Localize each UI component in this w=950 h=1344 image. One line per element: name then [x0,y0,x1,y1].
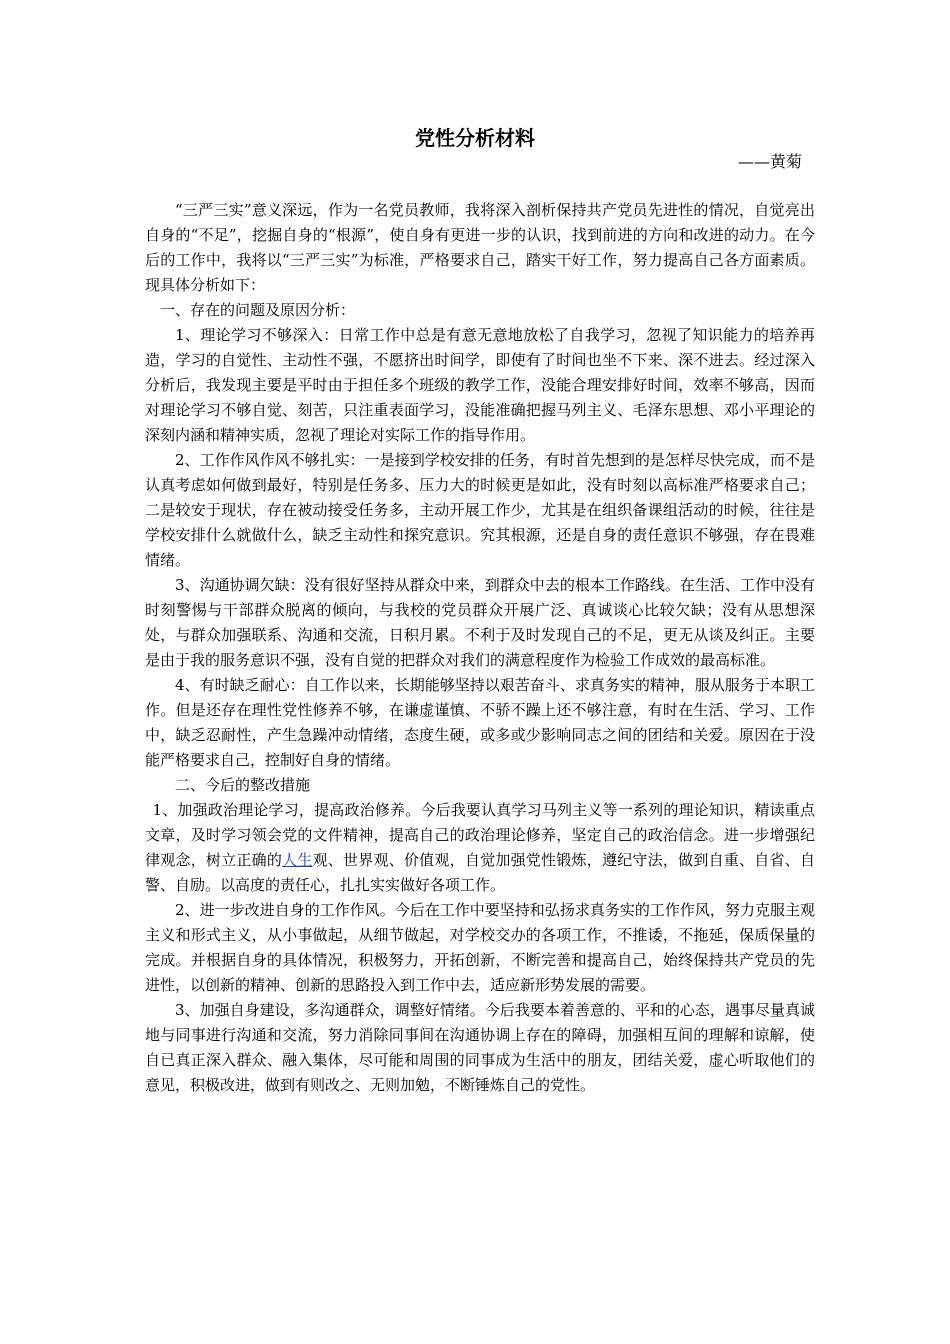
life-link[interactable]: 人生 [282,851,313,869]
measure-1-text-after: 观、世界观、价值观，自觉加强党性锻炼，遵纪守法，做到自重、自省、自警、自励。以高度的责任心，扎扎实实做好各项工作。 [145,851,815,894]
measure-1-text-before: 1、加强政治理论学习，提高政治修养。今后我要认真学习马列主义等一系列的理论知识，精读重点文章，及时学习领会党的文件精神，提高自己的政治理论修养，坚定自己的政治信念。进一步增强纪律观念，树立正确的 [145,801,815,869]
author-signature: ——黄菊 [737,152,802,171]
document-body [145,198,815,1098]
intro-paragraph: “三严三实”意义深远，作为一名党员教师，我将深入剖析保持共产党员先进性的情况，自觉亮出自身的“不足”，挖掘自身的“根源”，使自身有更进一步的认识，找到前进的方向和改进的动力。在今后的工作中，我将以“三严三实”为标准，严格要求自己，踏实干好工作，努力提高自己各方面素质。现具体分析如下： [145,201,815,294]
problem-paragraph-1: 1、理论学习不够深入：日常工作中总是有意无意地放松了自我学习，忽视了知识能力的培养再造，学习的自觉性、主动性不强，不愿挤出时间学，即使有了时间也坐不下来、深不进去。经过深入分析后，我发现主要是平时由于担任多个班级的教学工作，没能合理安排好时间，效率不够高，因而对理论学习不够自觉、刻苦，只注重表面学习，没能准确把握马列主义、毛泽东思想、邓小平理论的深刻内涵和精神实质，忽视了理论对实际工作的指导作用。 [145,326,815,444]
problem-paragraph-2: 2、工作作风作风不够扎实：一是接到学校安排的任务，有时首先想到的是怎样尽快完成，而不是认真考虑如何做到最好，特别是任务多、压力大的时候更是如此，没有时刻以高标准严格要求自己；二是较安于现状，存在被动接受任务多，主动开展工作少，尤其是在组织备课组活动的时候，往往是学校安排什么就做什么，缺乏主动性和探究意识。究其根源，还是自身的责任意识不够强，存在畏难情绪。 [145,451,815,569]
measure-paragraph-2: 2、进一步改进自身的工作作风。今后在工作中要坚持和弘扬求真务实的工作作风，努力克服主观主义和形式主义，从小事做起，从细节做起，对学校交办的各项工作，不推诿，不拖延，保质保量的完成。并根据自身的具体情况，积极努力，开拓创新，不断完善和提高自己，始终保持共产党员的先进性，以创新的精神、创新的思路投入到工作中去，适应新形势发展的需要。 [145,901,815,994]
measure-paragraph-1 [145,798,815,898]
section-heading-measures: 二、今后的整改措施 [175,776,311,794]
section-heading-problems: 一、存在的问题及原因分析： [160,301,356,319]
measure-paragraph-3: 3、加强自身建设，多沟通群众，调整好情绪。今后我要本着善意的、平和的心态，遇事尽量真诚地与同事进行沟通和交流，努力消除同事间在沟通协调上存在的障碍，加强相互间的理解和谅解，使自已真正深入群众、融入集体，尽可能和周围的同事成为生活中的朋友，团结关爱，虚心听取他们的意见，积极改进，做到有则改之、无则加勉，不断锤炼自己的党性。 [145,1001,815,1094]
problem-paragraph-4: 4、有时缺乏耐心：自工作以来，长期能够坚持以艰苦奋斗、求真务实的精神，服从服务于本职工作。但是还存在理性党性修养不够，在谦虚谨慎、不骄不躁上还不够注意，有时在生活、学习、工作中，缺乏忍耐性，产生急躁冲动情绪，态度生硬，或多或少影响同志之间的团结和关爱。原因在于没能严格要求自己，控制好自身的情绪。 [145,676,815,769]
document-title: 党性分析材料 [415,126,535,150]
problem-paragraph-3: 3、沟通协调欠缺：没有很好坚持从群众中来，到群众中去的根本工作路线。在生活、工作中没有时刻警惕与干部群众脱离的倾向，与我校的党员群众开展广泛、真诚谈心比较欠缺；没有从思想深处，与群众加强联系、沟通和交流，日积月累。不利于及时发现自己的不足，更无从谈及纠正。主要是由于我的服务意识不强，没有自觉的把群众对我们的满意程度作为检验工作成效的最高标准。 [145,576,815,669]
